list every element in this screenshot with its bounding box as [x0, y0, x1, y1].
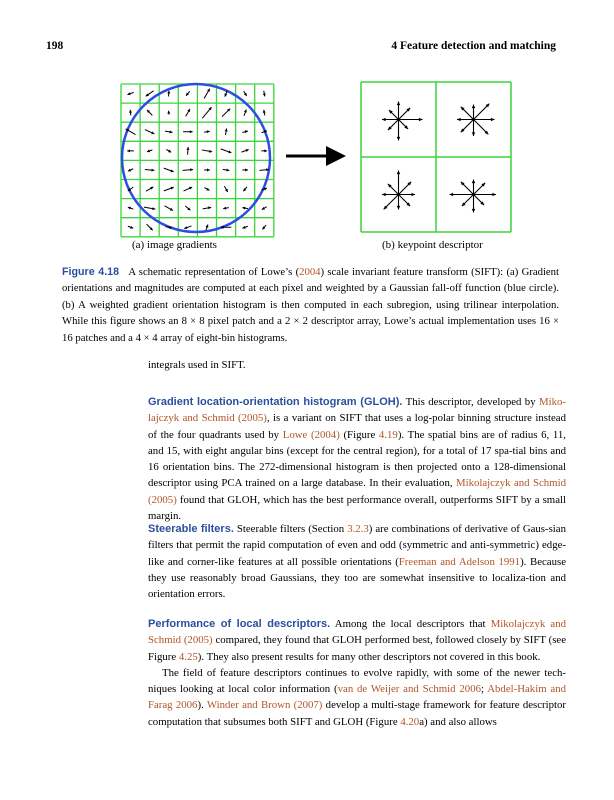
- arrow-head: [397, 102, 400, 106]
- text: a) and also allows: [419, 715, 497, 728]
- arrow-head: [382, 118, 386, 121]
- arrow-head: [190, 130, 193, 133]
- body-intro: [148, 357, 566, 373]
- citation-link[interactable]: Miko-lajczyk and Schmid (2005): [148, 396, 566, 425]
- subcaption-b: (b) keypoint descriptor: [382, 239, 483, 251]
- paragraph: [148, 394, 566, 524]
- text: , is a variant on SIFT that uses a log-polar binning structure instead of the four quadrants used by: [148, 412, 566, 441]
- arrow-head: [411, 193, 415, 196]
- section-steerable: [148, 521, 566, 602]
- section-gloh: [148, 394, 566, 524]
- arrow-head: [491, 118, 495, 121]
- paragraph: integrals used in SIFT.: [148, 359, 246, 371]
- chapter-title: 4 Feature detection and matching: [391, 40, 556, 52]
- text: compared, they found that GLOH performed best, followed closely by SIFT (see Figure: [148, 634, 566, 663]
- citation-link[interactable]: Mikolajczyk and Schmid (2005): [148, 477, 566, 506]
- arrow-head: [245, 168, 248, 171]
- arrow-head: [472, 209, 475, 213]
- text: found that GLOH, which has the best performance overall, outperforms SIFT by a small margin.: [148, 493, 566, 523]
- text: ). Because they use reasonably broad Gaussians, they too are somewhat insensitive to localiza-tion and orientation errors.: [148, 555, 566, 601]
- citation-link[interactable]: Winder and Brown (2007): [206, 699, 323, 712]
- arrow-head: [167, 91, 170, 94]
- arrow-head: [129, 110, 132, 113]
- text: develop a multi-stage framework for feature descriptor computation that subsumes both SIFT and GLOH (Figure: [148, 699, 566, 728]
- citation-link[interactable]: Freeman and Adelson 1991: [398, 555, 521, 568]
- figure-link[interactable]: 4.20: [400, 715, 420, 728]
- text: (Figure: [339, 428, 379, 441]
- text: ). The spatial bins are of radius 6, 11, and 15, with eight angular bins (except for the central region), for a total of 17 spa-tial bins and 16 orientation bins. The 272-dimensional histogram is then projected onto a 128-dimensional descriptor using PCA trained on a large database. In their evaluation,: [148, 428, 566, 490]
- citation-link[interactable]: Mikolajczyk and Schmid (2005): [148, 618, 567, 647]
- arrow-head: [127, 149, 130, 152]
- arrow-head: [207, 168, 210, 171]
- arrow-head: [397, 206, 400, 210]
- arrow-head: [492, 193, 496, 196]
- section-heading: Gradient location-orientation histogram (GLOH).: [148, 396, 403, 408]
- text: This descriptor, developed by: [402, 396, 539, 408]
- text: ;: [481, 683, 488, 696]
- paragraph: [148, 616, 566, 665]
- figure-caption: [62, 264, 559, 346]
- text: ). They also present results for many other descriptors not covered in this book.: [197, 650, 541, 663]
- subcaption-a: (a) image gradients: [132, 239, 217, 251]
- text: ).: [197, 699, 207, 712]
- arrow-head: [190, 168, 193, 171]
- arrow-head: [472, 105, 475, 109]
- arrow-head: [397, 171, 400, 175]
- arrow-head: [419, 118, 423, 121]
- text: ) are combinations of derivative of Gaus-sian filters that permit the rapid computation of even and odd (symmetric and anti-symmetric) edge-like and corner-like features at all possible orientations (: [148, 523, 566, 568]
- text: Among the local descriptors that: [330, 618, 491, 630]
- paragraph: [148, 521, 566, 602]
- section-heading: Performance of local descriptors.: [148, 618, 331, 630]
- arrow-head: [186, 147, 189, 150]
- arrow-head: [450, 193, 454, 196]
- arrow-head: [472, 180, 475, 184]
- citation-link[interactable]: 2004: [299, 266, 321, 278]
- figure-link[interactable]: 4.25: [178, 650, 198, 663]
- caption-text: ) scale invariant feature transform (SIFT): (a) Gradient orientations and magnitudes are computed at each pixel and weighted by a Gaussian fall-off function (blue circle). (b) A weighted gradient orientation histogram is then computed in each subregion, using trilinear interpolation. While this figure shows an 8 × 8 pixel patch and a 2 × 2 descriptor array, Lowe’s actual implementation uses 16 × 16 patches and a 4 × 4 array of eight-bin histograms.: [62, 266, 559, 344]
- arrow-head: [167, 111, 170, 114]
- page-number: 198: [46, 40, 64, 52]
- section-link[interactable]: 3.2.3: [347, 523, 369, 535]
- arrow-head: [457, 118, 461, 121]
- arrow-head: [151, 169, 154, 172]
- citation-link[interactable]: van de Weijer and Schmid 2006: [337, 683, 481, 696]
- citation-link[interactable]: Abdel-Hakim and Farag 2006: [148, 683, 567, 712]
- arrow-head: [382, 193, 386, 196]
- citation-link[interactable]: Lowe (2004): [282, 428, 340, 441]
- transform-arrow: [286, 146, 346, 166]
- section-heading: Steerable filters.: [148, 523, 234, 535]
- arrow-head: [472, 132, 475, 136]
- figure-link[interactable]: 4.19: [378, 428, 398, 441]
- section-performance: [148, 616, 566, 730]
- text: The field of feature descriptors continues to evolve rapidly, with some of the newer tech-niques looking at local color information (: [148, 666, 566, 696]
- caption-text: A schematic representation of Lowe’s (: [128, 266, 300, 278]
- caption-label: Figure 4.18: [62, 266, 120, 278]
- text: Steerable filters (Section: [233, 523, 348, 535]
- sift-figure: [0, 0, 614, 260]
- gaussian-circle: [122, 84, 270, 232]
- paragraph: [148, 665, 566, 730]
- arrow-head: [397, 137, 400, 141]
- arrow-head: [264, 149, 267, 152]
